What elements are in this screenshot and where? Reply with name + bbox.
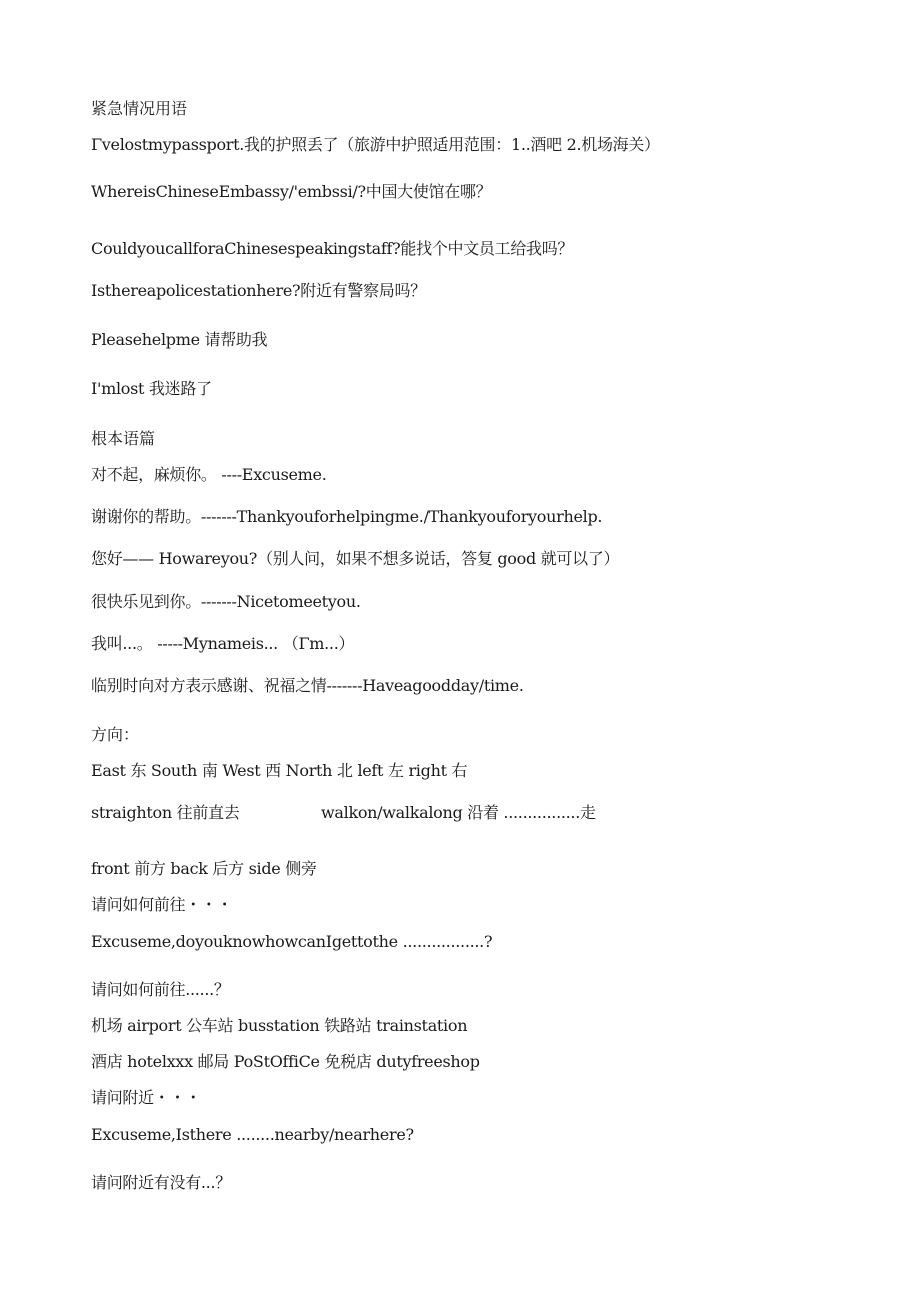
phrase-chinese-staff: CouldyoucallforaChinesespeakingstaff?能找个中文员工给我吗？ <box>91 239 574 258</box>
phrase-thank-you: 谢谢你的帮助。-------Thankyouforhelpingme./Thankyouforyourhelp. <box>91 507 603 526</box>
section-heading-basics: 根本语篇 <box>91 429 156 448</box>
section-heading-directions: 方向： <box>91 725 140 744</box>
phrase-straight-walk <box>91 803 596 823</box>
phrase-nearby-zh-2: 请问附近有没有...？ <box>91 1173 231 1192</box>
phrase-nearby-zh: 请问附近・・・ <box>91 1088 201 1107</box>
phrase-have-good-day: 临别时向对方表示感谢、祝福之情-------Haveagoodday/time. <box>91 676 524 695</box>
phrase-excuse-me: 对不起，麻烦你。 ----Excuseme. <box>91 465 327 484</box>
phrase-help-me: Pleasehelpme 请帮助我 <box>91 330 268 349</box>
phrase-how-are-you: 您好—— Howareyou?（别人问，如果不想多说话，答复 good 就可以了） <box>91 549 620 568</box>
section-heading-emergency: 紧急情况用语 <box>91 99 188 118</box>
phrase-compass: East 东 South 南 West 西 North 北 left 左 right 右 <box>91 761 468 780</box>
phrase-lost: I'mlost 我迷路了 <box>91 379 212 398</box>
phrase-sides: front 前方 back 后方 side 侧旁 <box>91 859 317 878</box>
phrase-lost-passport: Γvelostmypassport.我的护照丢了（旅游中护照适用范围：1..酒吧 2.机场海关） <box>91 135 660 154</box>
phrase-how-to-go-zh: 请问如何前往・・・ <box>91 895 233 914</box>
phrase-nice-to-meet: 很快乐见到你。-------Nicetomeetyou. <box>91 592 361 611</box>
phrase-my-name: 我叫...。 -----Mynameis... （Γm...） <box>91 634 355 653</box>
phrase-how-to-go-en: Excuseme,doyouknowhowcanIgettothe .................? <box>91 932 493 951</box>
phrase-places-services: 酒店 hotelxxx 邮局 PoStOffiCe 免税店 dutyfreeshop <box>91 1052 480 1071</box>
phrase-how-to-go-zh-2: 请问如何前往......？ <box>91 980 230 999</box>
phrase-walk-along: walkon/walkalong 沿着 ................走 <box>321 803 596 822</box>
phrase-places-transport: 机场 airport 公车站 busstation 铁路站 trainstation <box>91 1016 468 1035</box>
phrase-nearby-en: Excuseme,Isthere ........nearby/nearhere? <box>91 1125 414 1144</box>
phrase-police-station: Isthereapolicestationhere?附近有警察局吗？ <box>91 281 426 300</box>
phrase-straight-on: straighton 往前直去 <box>91 803 240 822</box>
phrase-chinese-embassy: WhereisChineseEmbassy/'embssi/?中国大使馆在哪？ <box>91 182 492 201</box>
